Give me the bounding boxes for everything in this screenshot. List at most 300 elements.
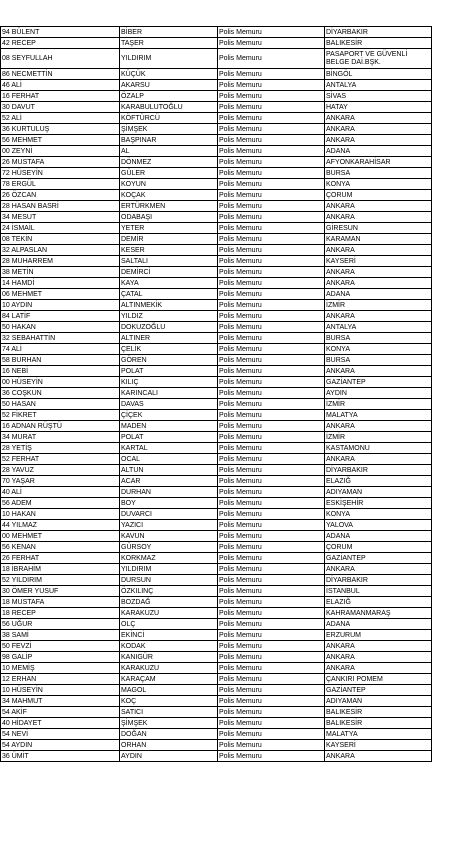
title-cell: Polis Memuru [218,696,325,707]
title-cell: Polis Memuru [218,641,325,652]
first-name-cell: 50 FEVZİ [1,641,120,652]
table-row [1,355,432,366]
location-cell: GAZİANTEP [325,377,432,388]
table-row [1,663,432,674]
first-name-cell: 54 AYDIN [1,740,120,751]
first-name-cell: 08 SEYFULLAH [1,49,120,69]
title-cell: Polis Memuru [218,300,325,311]
table-row [1,234,432,245]
first-name-cell: 84 LATİF [1,311,120,322]
title-cell: Polis Memuru [218,38,325,49]
table-row [1,322,432,333]
table-row [1,509,432,520]
title-cell: Polis Memuru [218,520,325,531]
last-name-cell: MAGOL [120,685,218,696]
first-name-cell: 78 ERGÜL [1,179,120,190]
last-name-cell: ALTINMEKİK [120,300,218,311]
location-cell: BALIKESİR [325,38,432,49]
table-row [1,190,432,201]
first-name-cell: 28 HASAN BASRİ [1,201,120,212]
table-row [1,608,432,619]
location-cell: ANKARA [325,278,432,289]
location-cell: ESKİŞEHİR [325,498,432,509]
first-name-cell: 14 HAMDİ [1,278,120,289]
first-name-cell: 00 MEHMET [1,531,120,542]
title-cell: Polis Memuru [218,212,325,223]
last-name-cell: KOÇ [120,696,218,707]
title-cell: Polis Memuru [218,157,325,168]
table-row [1,311,432,322]
first-name-cell: 34 MURAT [1,432,120,443]
location-cell: ANKARA [325,201,432,212]
table-row [1,465,432,476]
location-cell: ANKARA [325,641,432,652]
last-name-cell: GÜRSOY [120,542,218,553]
location-cell: ÇORUM [325,542,432,553]
table-row [1,443,432,454]
location-cell: ADANA [325,531,432,542]
table-row [1,476,432,487]
first-name-cell: 26 MUSTAFA [1,157,120,168]
location-cell: ADIYAMAN [325,487,432,498]
last-name-cell: SALTALI [120,256,218,267]
last-name-cell: DUVARCI [120,509,218,520]
last-name-cell: DURSUN [120,575,218,586]
location-cell: ANKARA [325,245,432,256]
first-name-cell: 34 MAHMUT [1,696,120,707]
location-cell: ADANA [325,289,432,300]
last-name-cell: ERTÜRKMEN [120,201,218,212]
last-name-cell: DEMİRCİ [120,267,218,278]
table-row [1,278,432,289]
first-name-cell: 56 MEHMET [1,135,120,146]
last-name-cell: KORKMAZ [120,553,218,564]
title-cell: Polis Memuru [218,135,325,146]
first-name-cell: 26 ÖZCAN [1,190,120,201]
first-name-cell: 40 HİDAYET [1,718,120,729]
last-name-cell: KOYUN [120,179,218,190]
title-cell: Polis Memuru [218,630,325,641]
last-name-cell: KÖFTÜRCÜ [120,113,218,124]
title-cell: Polis Memuru [218,278,325,289]
title-cell: Polis Memuru [218,476,325,487]
table-row [1,80,432,91]
last-name-cell: ALTUN [120,465,218,476]
location-cell: BALIKESİR [325,707,432,718]
location-cell: PASAPORT VE GÜVENLİ BELGE DAİ.BŞK. [325,49,432,69]
title-cell: Polis Memuru [218,509,325,520]
location-cell: HATAY [325,102,432,113]
location-cell: BURSA [325,168,432,179]
last-name-cell: MADEN [120,421,218,432]
first-name-cell: 28 YETİŞ [1,443,120,454]
location-cell: ANTALYA [325,80,432,91]
title-cell: Polis Memuru [218,388,325,399]
first-name-cell: 16 FERHAT [1,91,120,102]
first-name-cell: 98 GALİP [1,652,120,663]
title-cell: Polis Memuru [218,432,325,443]
first-name-cell: 56 KENAN [1,542,120,553]
last-name-cell: ODABAŞI [120,212,218,223]
first-name-cell: 30 DAVUT [1,102,120,113]
first-name-cell: 56 UĞUR [1,619,120,630]
last-name-cell: ÇATAL [120,289,218,300]
last-name-cell: KARAÇAM [120,674,218,685]
first-name-cell: 08 TEKİN [1,234,120,245]
first-name-cell: 86 NECMETTİN [1,69,120,80]
first-name-cell: 54 AKİF [1,707,120,718]
first-name-cell: 52 YILDIRIM [1,575,120,586]
title-cell: Polis Memuru [218,113,325,124]
first-name-cell: 52 FERHAT [1,454,120,465]
last-name-cell: KOÇAK [120,190,218,201]
last-name-cell: KILIÇ [120,377,218,388]
first-name-cell: 50 HASAN [1,399,120,410]
location-cell: DİYARBAKIR [325,27,432,38]
first-name-cell: 72 HÜSEYİN [1,168,120,179]
location-cell: SİVAS [325,91,432,102]
location-cell: KAYSERİ [325,740,432,751]
location-cell: MALATYA [325,410,432,421]
table-row [1,531,432,542]
last-name-cell: TAŞER [120,38,218,49]
location-cell: YALOVA [325,520,432,531]
title-cell: Polis Memuru [218,531,325,542]
title-cell: Polis Memuru [218,168,325,179]
last-name-cell: ÖZALP [120,91,218,102]
last-name-cell: YETER [120,223,218,234]
title-cell: Polis Memuru [218,553,325,564]
table-row [1,553,432,564]
last-name-cell: KARAKUZU [120,663,218,674]
location-cell: AFYONKARAHİSAR [325,157,432,168]
location-cell: KAHRAMANMARAŞ [325,608,432,619]
first-name-cell: 16 NEBİ [1,366,120,377]
last-name-cell: KARTAL [120,443,218,454]
location-cell: BURSA [325,355,432,366]
first-name-cell: 36 ÜMİT [1,751,120,762]
first-name-cell: 42 RECEP [1,38,120,49]
title-cell: Polis Memuru [218,311,325,322]
title-cell: Polis Memuru [218,80,325,91]
first-name-cell: 00 HÜSEYİN [1,377,120,388]
table-row [1,696,432,707]
table-row [1,157,432,168]
first-name-cell: 52 ALİ [1,113,120,124]
last-name-cell: AL [120,146,218,157]
table-row [1,685,432,696]
table-row [1,421,432,432]
first-name-cell: 36 COŞKUN [1,388,120,399]
table-row [1,564,432,575]
last-name-cell: KODAK [120,641,218,652]
first-name-cell: 28 MUHARREM [1,256,120,267]
title-cell: Polis Memuru [218,465,325,476]
table-row [1,586,432,597]
last-name-cell: YILDIRIM [120,49,218,69]
last-name-cell: BOZDAĞ [120,597,218,608]
location-cell: ANKARA [325,113,432,124]
last-name-cell: KAVUN [120,531,218,542]
last-name-cell: EKİNCİ [120,630,218,641]
first-name-cell: 32 SEBAHATTİN [1,333,120,344]
title-cell: Polis Memuru [218,729,325,740]
last-name-cell: AKARSU [120,80,218,91]
table-row [1,630,432,641]
last-name-cell: BOY [120,498,218,509]
location-cell: ANKARA [325,124,432,135]
title-cell: Polis Memuru [218,322,325,333]
table-row [1,707,432,718]
first-name-cell: 26 FERHAT [1,553,120,564]
location-cell: DİYARBAKIR [325,465,432,476]
first-name-cell: 18 MUSTAFA [1,597,120,608]
location-cell: ELAZIĞ [325,476,432,487]
location-cell: ADIYAMAN [325,696,432,707]
location-cell: KAYSERİ [325,256,432,267]
first-name-cell: 34 MESUT [1,212,120,223]
table-row [1,69,432,80]
title-cell: Polis Memuru [218,223,325,234]
table-row [1,542,432,553]
table-row [1,619,432,630]
title-cell: Polis Memuru [218,124,325,135]
last-name-cell: ACAR [120,476,218,487]
title-cell: Polis Memuru [218,564,325,575]
first-name-cell: 16 ADNAN RÜŞTÜ [1,421,120,432]
table-row [1,102,432,113]
location-cell: GAZİANTEP [325,685,432,696]
title-cell: Polis Memuru [218,707,325,718]
location-cell: KONYA [325,344,432,355]
first-name-cell: 18 RECEP [1,608,120,619]
table-row [1,498,432,509]
title-cell: Polis Memuru [218,498,325,509]
first-name-cell: 58 BURHAN [1,355,120,366]
title-cell: Polis Memuru [218,751,325,762]
location-cell: ADANA [325,619,432,630]
table-row [1,652,432,663]
location-cell: İZMİR [325,432,432,443]
first-name-cell: 24 İSMAİL [1,223,120,234]
first-name-cell: 50 HAKAN [1,322,120,333]
location-cell: İSTANBUL [325,586,432,597]
location-cell: ANKARA [325,421,432,432]
location-cell: İZMİR [325,300,432,311]
title-cell: Polis Memuru [218,201,325,212]
location-cell: ELAZIĞ [325,597,432,608]
location-cell: KARAMAN [325,234,432,245]
table-row [1,27,432,38]
location-cell: ANKARA [325,311,432,322]
location-cell: ÇORUM [325,190,432,201]
last-name-cell: ALTINER [120,333,218,344]
last-name-cell: ÇİÇEK [120,410,218,421]
title-cell: Polis Memuru [218,619,325,630]
title-cell: Polis Memuru [218,740,325,751]
table-row [1,245,432,256]
last-name-cell: KESER [120,245,218,256]
title-cell: Polis Memuru [218,190,325,201]
location-cell: ANKARA [325,267,432,278]
title-cell: Polis Memuru [218,410,325,421]
last-name-cell: KARAKUZU [120,608,218,619]
table-row [1,388,432,399]
first-name-cell: 00 ZEYNİ [1,146,120,157]
last-name-cell: YILDIZ [120,311,218,322]
first-name-cell: 10 AYDIN [1,300,120,311]
first-name-cell: 38 METİN [1,267,120,278]
location-cell: AYDIN [325,388,432,399]
table-row [1,674,432,685]
table-row [1,399,432,410]
table-row [1,179,432,190]
title-cell: Polis Memuru [218,179,325,190]
location-cell: ANKARA [325,751,432,762]
last-name-cell: ŞİMŞEK [120,124,218,135]
table-row [1,91,432,102]
first-name-cell: 38 SAMİ [1,630,120,641]
table-row [1,575,432,586]
title-cell: Polis Memuru [218,49,325,69]
table-row [1,366,432,377]
last-name-cell: DOKUZOĞLU [120,322,218,333]
table-row [1,597,432,608]
first-name-cell: 32 ALPASLAN [1,245,120,256]
table-row [1,38,432,49]
table-row [1,751,432,762]
last-name-cell: AYDIN [120,751,218,762]
location-cell: KONYA [325,509,432,520]
location-cell: ANKARA [325,652,432,663]
title-cell: Polis Memuru [218,608,325,619]
table-row [1,344,432,355]
table-row [1,300,432,311]
title-cell: Polis Memuru [218,377,325,388]
first-name-cell: 10 MEMİŞ [1,663,120,674]
last-name-cell: DEMİR [120,234,218,245]
title-cell: Polis Memuru [218,685,325,696]
title-cell: Polis Memuru [218,333,325,344]
table-row [1,49,432,69]
title-cell: Polis Memuru [218,586,325,597]
last-name-cell: ŞİMŞEK [120,718,218,729]
location-cell: MALATYA [325,729,432,740]
last-name-cell: POLAT [120,432,218,443]
title-cell: Polis Memuru [218,487,325,498]
last-name-cell: ÇELİK [120,344,218,355]
first-name-cell: 18 İBRAHİM [1,564,120,575]
table-row [1,168,432,179]
table-row [1,432,432,443]
location-cell: İZMİR [325,399,432,410]
location-cell: ANKARA [325,135,432,146]
title-cell: Polis Memuru [218,652,325,663]
table-row [1,223,432,234]
title-cell: Polis Memuru [218,366,325,377]
title-cell: Polis Memuru [218,234,325,245]
location-cell: KASTAMONU [325,443,432,454]
last-name-cell: POLAT [120,366,218,377]
location-cell: ANKARA [325,663,432,674]
last-name-cell: YILDIRIM [120,564,218,575]
first-name-cell: 52 FİKRET [1,410,120,421]
first-name-cell: 70 YAŞAR [1,476,120,487]
location-cell: DİYARBAKIR [325,575,432,586]
last-name-cell: GÜLER [120,168,218,179]
location-cell: ANKARA [325,454,432,465]
location-cell: ÇANKIRI POMEM [325,674,432,685]
table-row [1,212,432,223]
title-cell: Polis Memuru [218,256,325,267]
last-name-cell: SATICI [120,707,218,718]
location-cell: BİNGÖL [325,69,432,80]
location-cell: GAZİANTEP [325,553,432,564]
first-name-cell: 74 ALİ [1,344,120,355]
location-cell: ERZURUM [325,630,432,641]
title-cell: Polis Memuru [218,355,325,366]
location-cell: ANKARA [325,366,432,377]
first-name-cell: 06 MEHMET [1,289,120,300]
title-cell: Polis Memuru [218,399,325,410]
last-name-cell: BİBER [120,27,218,38]
first-name-cell: 54 NEVİ [1,729,120,740]
first-name-cell: 30 ÖMER YUSUF [1,586,120,597]
table-row [1,124,432,135]
title-cell: Polis Memuru [218,245,325,256]
last-name-cell: KANIGÜR [120,652,218,663]
location-cell: ADANA [325,146,432,157]
table-row [1,487,432,498]
title-cell: Polis Memuru [218,663,325,674]
last-name-cell: KAYA [120,278,218,289]
location-cell: BURSA [325,333,432,344]
title-cell: Polis Memuru [218,674,325,685]
table-row [1,113,432,124]
table-row [1,641,432,652]
last-name-cell: KARABULUTOĞLU [120,102,218,113]
first-name-cell: 40 ALİ [1,487,120,498]
title-cell: Polis Memuru [218,421,325,432]
last-name-cell: KARINCALI [120,388,218,399]
title-cell: Polis Memuru [218,443,325,454]
title-cell: Polis Memuru [218,597,325,608]
location-cell: BALIKESİR [325,718,432,729]
last-name-cell: BAŞPINAR [120,135,218,146]
title-cell: Polis Memuru [218,542,325,553]
table-row [1,729,432,740]
table-row [1,520,432,531]
location-cell: ANKARA [325,212,432,223]
first-name-cell: 46 ALİ [1,80,120,91]
location-cell: ANTALYA [325,322,432,333]
last-name-cell: ORHAN [120,740,218,751]
title-cell: Polis Memuru [218,454,325,465]
personnel-table-body [1,27,432,762]
table-row [1,454,432,465]
first-name-cell: 44 YILMAZ [1,520,120,531]
last-name-cell: GÖREN [120,355,218,366]
title-cell: Polis Memuru [218,69,325,80]
table-row [1,256,432,267]
location-cell: KONYA [325,179,432,190]
table-row [1,740,432,751]
title-cell: Polis Memuru [218,344,325,355]
first-name-cell: 56 ADEM [1,498,120,509]
table-row [1,201,432,212]
table-row [1,410,432,421]
first-name-cell: 94 BÜLENT [1,27,120,38]
